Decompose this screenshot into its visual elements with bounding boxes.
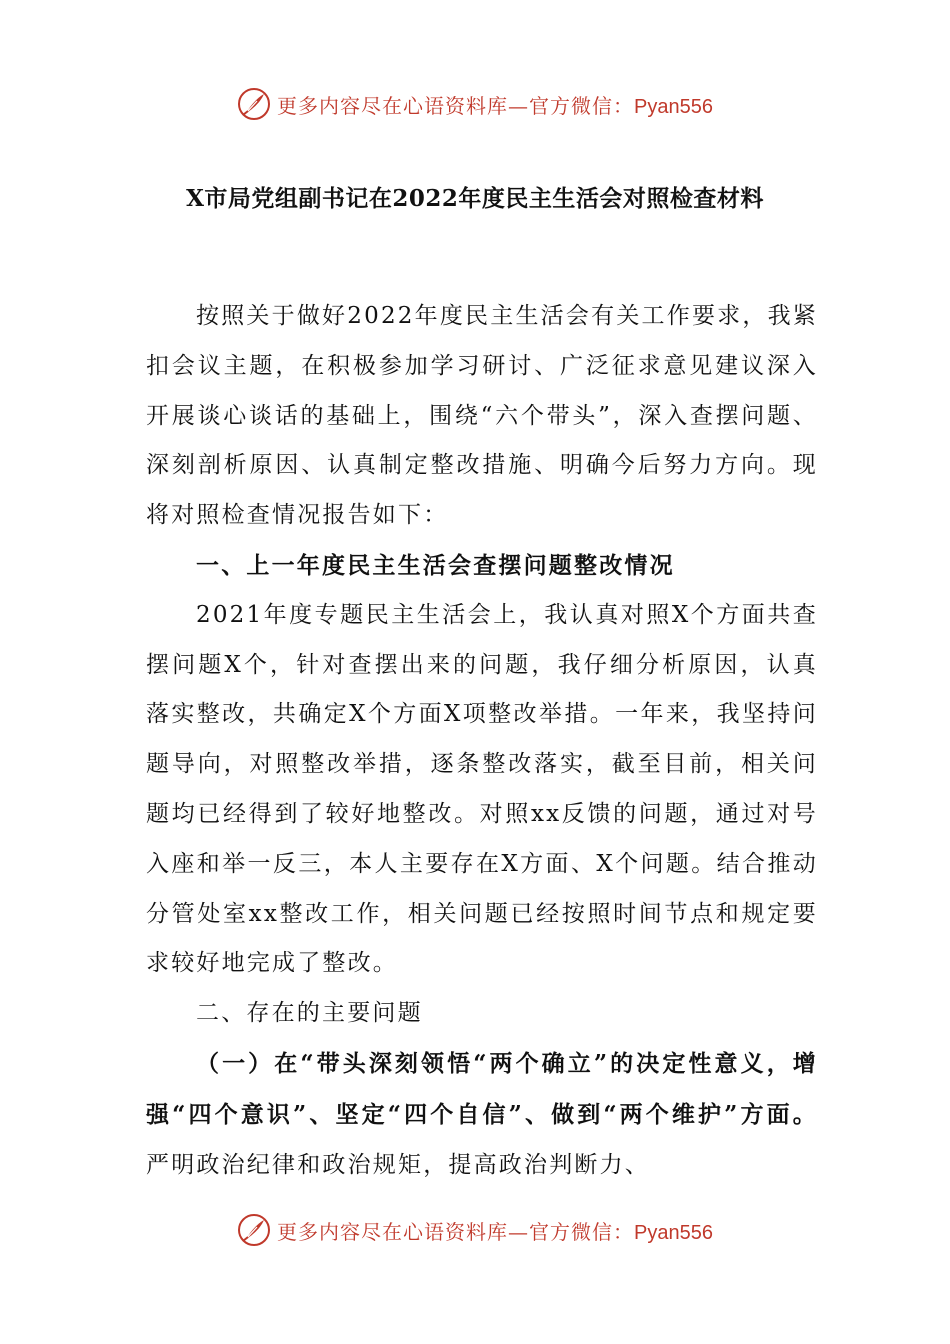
document-body <box>146 292 818 1190</box>
feather-pen-logo-icon <box>237 1213 271 1247</box>
paragraph-rectification: 2021年度专题民主生活会上，我认真对照X个方面共查摆问题X个，针对查摆出来的问题，我仔细分析原因，认真落实整改，共确定X个方面X项整改举措。一年来，我坚持问题导向，对照整改举措，逐条整改落实，截至目前，相关问题均已经得到了较好地整改。对照xx反馈的问题，通过对号入座和举一反三，本人主要存在X方面、X个问题。结合推动分管处室xx整改工作，相关问题已经按照时间节点和规定要求较好地完成了整改。 <box>146 601 818 977</box>
section-heading-2: 二、存在的主要问题 <box>196 1000 423 1027</box>
section-heading-1: 一、上一年度民主生活会查摆问题整改情况 <box>196 551 675 579</box>
intro-paragraph: 按照关于做好2022年度民主生活会有关工作要求，我紧扣会议主题，在积极参加学习研讨、广泛征求意见建议深入开展谈心谈话的基础上，围绕“六个带头”，深入查摆问题、深刻剖析原因、认真制定整改措施、明确今后努力方向。现将对照检查情况报告如下： <box>146 303 818 529</box>
feather-pen-logo-icon <box>237 87 271 121</box>
watermark-header <box>0 82 950 126</box>
document-title: X市局党组副书记在2022年度民主生活会对照检查材料 <box>186 185 764 212</box>
subheading-problem-1: （一）在“带头深刻领悟“两个确立”的决定性意义，增强“四个意识”、坚定“四个自信”、做到“两个维护”方面。 <box>146 1049 818 1128</box>
watermark-footer <box>0 1208 950 1252</box>
watermark-text: 更多内容尽在心语资料库—官方微信：Pyan556 <box>277 93 713 118</box>
watermark-text: 更多内容尽在心语资料库—官方微信：Pyan556 <box>277 1219 713 1244</box>
paragraph-problem-1-text: 严明政治纪律和政治规矩，提高政治判断力、 <box>146 1151 650 1178</box>
paragraph-problem-1 <box>146 1039 818 1190</box>
